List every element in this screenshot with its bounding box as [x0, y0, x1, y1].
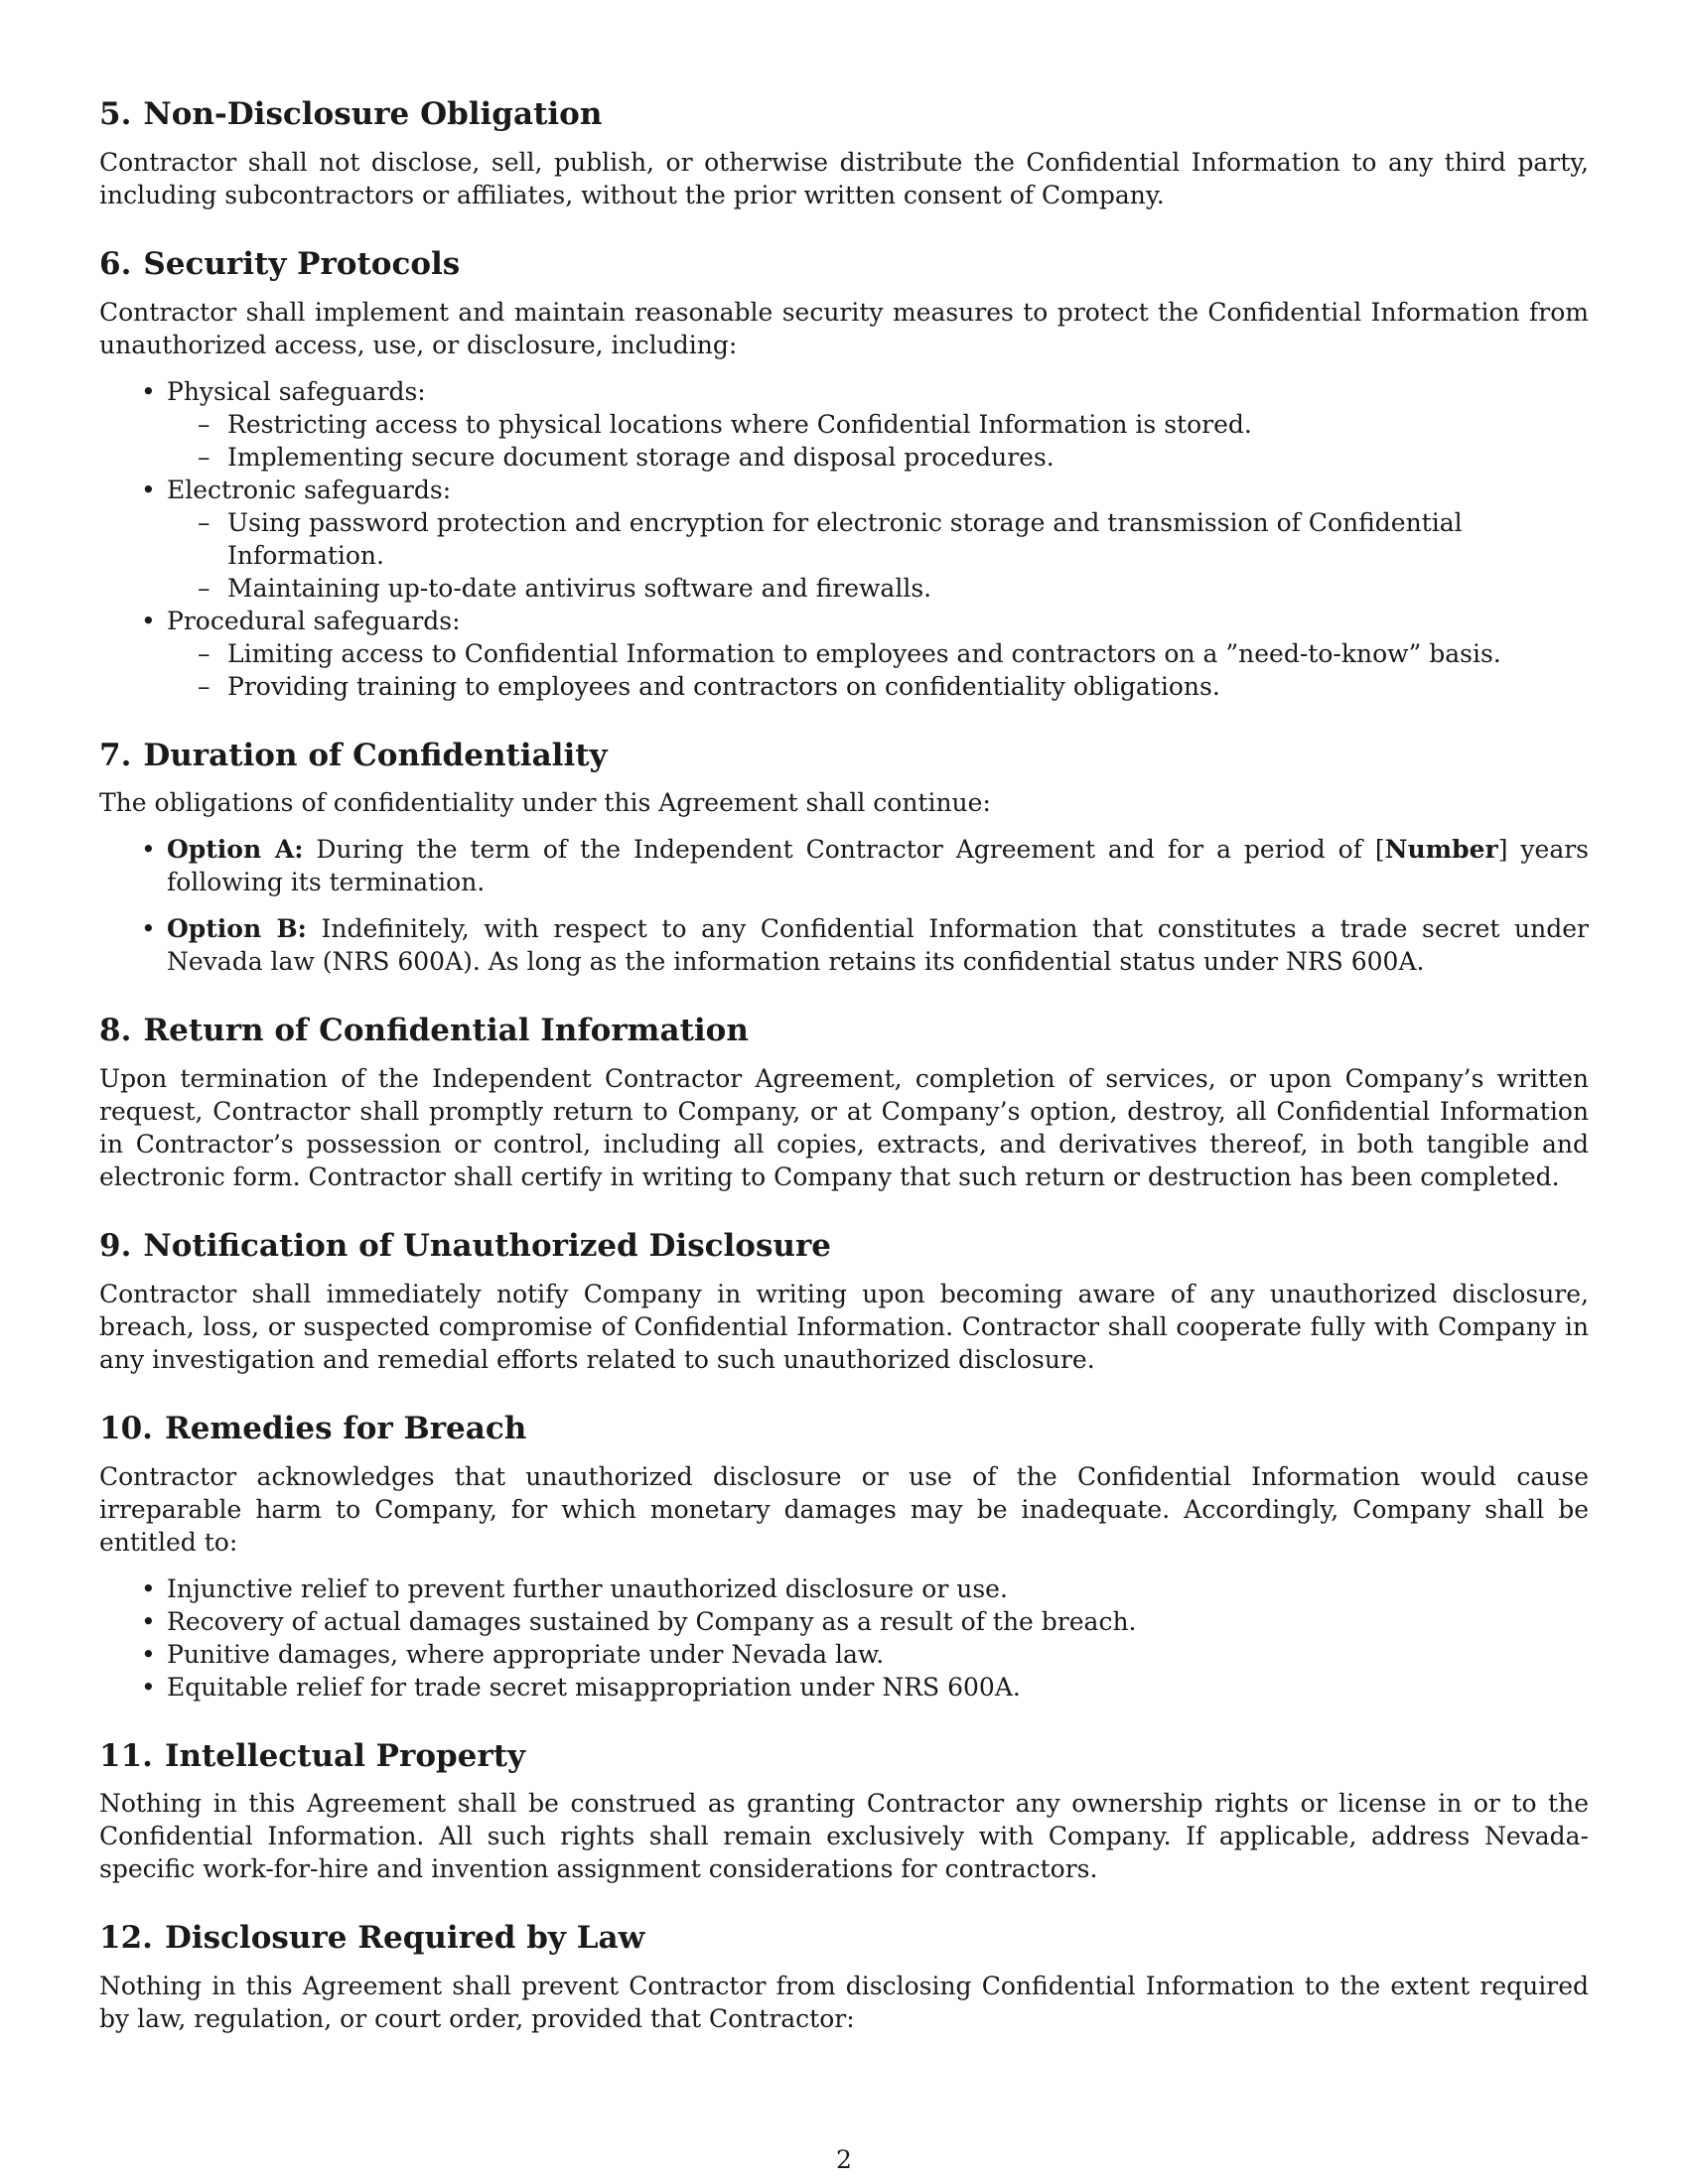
sub-list-item: – Limiting access to Confidential Information to employees and contractors on a ”need-to-know” basis. — [227, 637, 1589, 670]
section-notification — [99, 1227, 1589, 1376]
option-b: • Option B: Indefinitely, with respect to any Confidential Information that constitutes a trade secret under Nevada law (NRS 600A). As long as the information retains its confidential status under NRS 600A. — [167, 912, 1589, 978]
section-body: Upon termination of the Independent Contractor Agreement, completion of services, or upon Company’s written request, Contractor shall promptly return to Company, or at Company’s option, destroy, all Confidential Information in Contractor’s possession or control, including all copies, extracts, and derivatives thereof, in both tangible and electronic form. Contractor shall certify in writing to Company that such return or destruction has been completed. — [99, 1064, 1589, 1191]
list-item: • Procedural safeguards: – Limiting access to Confidential Information to employees and contractors on a ”need-to-know” basis. – Providing training to employees and contractors on confidentiality obligations. — [167, 605, 1589, 703]
section-body: Contractor shall implement and maintain reasonable security measures to protect the Confidential Information from unauthorized access, use, or disclosure, including: — [99, 297, 1589, 359]
section-disclosure-required — [99, 1919, 1589, 2035]
section-security-protocols — [99, 245, 1589, 703]
section-body: Contractor shall not disclose, sell, publish, or otherwise distribute the Confidential Information to any third party, including subcontractors or affiliates, without the prior written consent of Company. — [99, 147, 1589, 209]
safeguards-list — [99, 375, 1589, 703]
section-heading: 8. Return of Confidential Information — [99, 1013, 749, 1049]
section-heading: 6. Security Protocols — [99, 245, 461, 282]
sub-list-item: – Using password protection and encryption for electronic storage and transmission of Confidential Information. — [227, 506, 1589, 572]
section-body: Nothing in this Agreement shall be construed as granting Contractor any ownership rights or license in or to the Confidential Information. All such rights shall remain exclusively with Company. If applicable, address Nevada-specific work-for-hire and invention assignment considerations for contractors. — [99, 1789, 1589, 1884]
sub-list-item: – Restricting access to physical locations where Confidential Information is stored. — [227, 408, 1589, 441]
option-a: • Option A: During the term of the Independent Contractor Agreement and for a period of [Number] years following its termination. — [167, 833, 1589, 898]
list-item: • Equitable relief for trade secret misappropriation under NRS 600A. — [167, 1671, 1589, 1704]
sub-list-item: – Providing training to employees and contractors on confidentiality obligations. — [227, 670, 1589, 703]
section-remedies — [99, 1410, 1589, 1704]
section-non-disclosure — [99, 95, 1589, 211]
list-item: • Injunctive relief to prevent further unauthorized disclosure or use. — [167, 1572, 1589, 1605]
document-page — [99, 95, 1589, 2069]
section-heading: 7. Duration of Confidentiality — [99, 737, 608, 773]
list-item: • Electronic safeguards: – Using password protection and encryption for electronic storage and transmission of Confidential Information. – Maintaining up-to-date antivirus software and firewalls. — [167, 474, 1589, 605]
section-heading: 10. Remedies for Breach — [99, 1410, 527, 1446]
remedies-list — [99, 1572, 1589, 1704]
number-placeholder: Number — [1384, 835, 1498, 865]
section-heading: 12. Disclosure Required by Law — [99, 1920, 645, 1957]
section-body: Contractor shall immediately notify Company in writing upon becoming aware of any unauthorized disclosure, breach, loss, or suspected compromise of Confidential Information. Contractor shall cooperate fully with Company in any investigation and remedial efforts related to such unauthorized disclosure. — [99, 1279, 1589, 1374]
section-body: Contractor acknowledges that unauthorized disclosure or use of the Confidential Information would cause irreparable harm to Company, for which monetary damages may be inadequate. Accordingly, Company shall be entitled to: — [99, 1461, 1589, 1557]
section-body: Nothing in this Agreement shall prevent Contractor from disclosing Confidential Information to the extent required by law, regulation, or court order, provided that Contractor: — [99, 1972, 1589, 2033]
page-number: 2 — [836, 2145, 852, 2174]
section-heading: 9. Notification of Unauthorized Disclosure — [99, 1228, 832, 1264]
sub-list-item: – Implementing secure document storage and disposal procedures. — [227, 441, 1589, 474]
sub-list-item: – Maintaining up-to-date antivirus software and firewalls. — [227, 572, 1589, 605]
list-item: • Physical safeguards: – Restricting access to physical locations where Confidential Information is stored. – Implementing secure document storage and disposal procedures. — [167, 375, 1589, 474]
section-heading: 5. Non-Disclosure Obligation — [99, 96, 603, 132]
list-item: • Punitive damages, where appropriate under Nevada law. — [167, 1638, 1589, 1671]
section-intellectual-property — [99, 1737, 1589, 1886]
options-list — [99, 833, 1589, 978]
section-heading: 11. Intellectual Property — [99, 1737, 526, 1774]
section-return — [99, 1012, 1589, 1193]
section-body: The obligations of confidentiality under this Agreement shall continue: — [99, 788, 991, 818]
list-item: • Recovery of actual damages sustained by Company as a result of the breach. — [167, 1605, 1589, 1638]
section-duration — [99, 737, 1589, 979]
